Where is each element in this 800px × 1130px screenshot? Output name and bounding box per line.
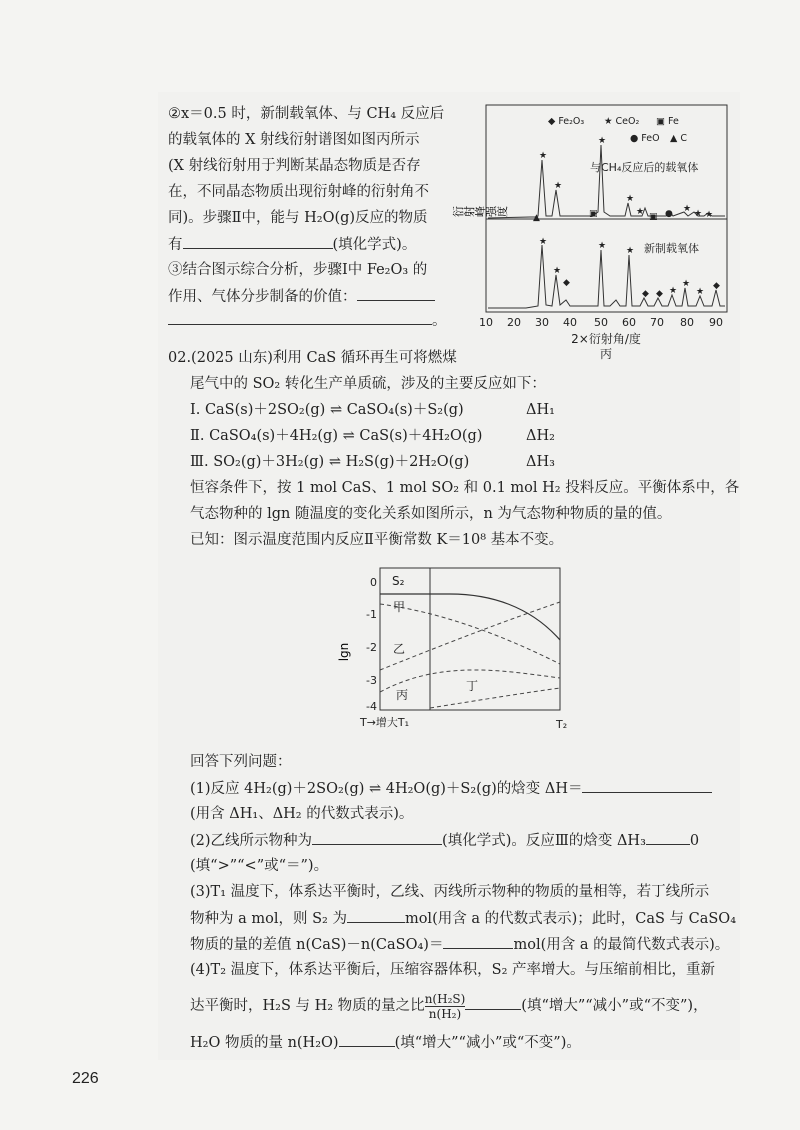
q3-line-3 (190, 934, 729, 955)
item3-line-3 (168, 310, 447, 331)
item3-line-1: ③结合图示综合分析，步骤Ⅰ中 Fe₂O₃ 的 (168, 262, 428, 278)
marker-star: ★ (636, 207, 645, 217)
reaction-1: Ⅰ. CaS(s)＋2SO₂(g) ⇌ CaSO₄(s)＋S₂(g) (190, 402, 464, 418)
legend-fe: ▣ Fe (656, 116, 679, 127)
x-tick: 80 (680, 316, 694, 329)
item3-prompt: 作用、气体分步制备的价值： (168, 289, 357, 305)
fraction-numerator: n(H₂S) (424, 991, 466, 1006)
q3-blank-1[interactable] (347, 908, 405, 923)
marker-star: ★ (696, 287, 705, 297)
xrd-xlabel: 2×衍射角/度 (571, 332, 641, 346)
series-ding (430, 688, 560, 708)
marker-star: ★ (694, 209, 703, 219)
problem02-header: 02.(2025 山东)利用 CaS 循环再生可将燃煤 (168, 350, 457, 366)
series-s2 (380, 594, 560, 640)
marker-star: ★ (598, 241, 607, 251)
marker-star: ★ (683, 204, 692, 214)
problem02-line2: 尾气中的 SO₂ 转化生产单质硫，涉及的主要反应如下： (190, 376, 546, 392)
item2-line-4: 在，不同晶态物质出现衍射峰的衍射角不 (168, 184, 429, 200)
item2-line-3: (X 射线衍射用于判断某晶态物质是否存 (168, 158, 421, 174)
x-tick: 30 (535, 316, 549, 329)
label-s2: S₂ (392, 574, 405, 588)
q2-blank-2[interactable] (646, 830, 690, 845)
marker-star: ★ (539, 151, 548, 161)
q3-text-b2: mol(用含 a 的代数式表示)；此时，CaS 与 CaSO₄ (404, 911, 737, 927)
label-bing: 丙 (396, 688, 409, 702)
q3-line-2 (190, 908, 736, 929)
reaction-2: Ⅱ. CaSO₄(s)＋4H₂(g) ⇌ CaS(s)＋4H₂O(g) (190, 428, 483, 444)
marker-diamond: ◆ (656, 289, 663, 299)
period: 。 (432, 313, 447, 329)
bottom-pattern-label: 新制载氧体 (644, 242, 699, 255)
q3-text-c2: mol(用含 a 的最简代数式表示)。 (513, 937, 730, 953)
answer-blank-1[interactable] (183, 234, 333, 249)
y-tick: 0 (370, 576, 377, 589)
fraction-denominator: n(H₂) (428, 1006, 462, 1021)
marker-star: ★ (554, 181, 563, 191)
lgn-chart (330, 560, 580, 740)
q3-line-1: (3)T₁ 温度下，体系达平衡时，乙线、丙线所示物种的物质的量相等，若丁线所示 (190, 884, 710, 900)
label-jia: 甲 (393, 600, 406, 614)
legend-ceo2: ★ CeO₂ (604, 116, 640, 127)
marker-diamond: ◆ (563, 278, 570, 288)
lgn-ylabel: lgn (337, 642, 351, 662)
x-end-label: T₂ (556, 718, 568, 731)
y-tick: -4 (366, 700, 377, 713)
marker-star: ★ (598, 136, 607, 146)
y-tick: -1 (366, 608, 377, 621)
q3-blank-2[interactable] (443, 934, 513, 949)
label-ding: 丁 (466, 679, 479, 693)
marker-diamond: ◆ (713, 281, 720, 291)
q1-blank[interactable] (582, 778, 712, 793)
q2-line-1 (190, 830, 699, 851)
q4-text-b2: (填“增大”“减小”或“不变”)， (521, 998, 708, 1014)
q1-text: (1)反应 4H₂(g)＋2SO₂(g) ⇌ 4H₂O(g)＋S₂(g)的焓变 ΔH＝ (190, 781, 583, 797)
q4-line-3 (190, 1032, 581, 1053)
q4-blank-1[interactable] (465, 995, 521, 1010)
xrd-ylabel: 衍射峰强度 (452, 205, 508, 219)
reaction-1-dh: ΔH₁ (526, 402, 555, 418)
item2-line-2: 的载氧体的 X 射线衍射谱图如图丙所示 (168, 132, 420, 148)
q2-line-2: (填“>”“<”或“＝”)。 (190, 858, 329, 874)
q4-text-c2: (填“增大”“减小”或“不变”)。 (394, 1035, 581, 1051)
marker-star: ★ (553, 266, 562, 276)
marker-star: ★ (669, 286, 678, 296)
marker-star: ★ (626, 246, 635, 256)
marker-diamond: ◆ (642, 289, 649, 299)
label-yi: 乙 (393, 642, 406, 656)
xrd-chart (452, 100, 740, 362)
q4-blank-2[interactable] (339, 1032, 395, 1047)
item3-line-2 (168, 286, 435, 307)
x-tick: 40 (563, 316, 577, 329)
q2-text-a: (2)乙线所示物种为 (190, 833, 313, 849)
x-tick: 10 (479, 316, 493, 329)
answer-prefix: 有 (168, 237, 183, 253)
marker-square: ▣ (649, 212, 658, 222)
page-number: 226 (72, 1070, 99, 1087)
legend-feo: ● FeO (630, 133, 660, 144)
q3-text-b1: 物种为 a mol，则 S₂ 为 (190, 911, 347, 927)
y-tick: -2 (366, 641, 377, 654)
q2-blank-1[interactable] (312, 830, 442, 845)
q1-line-2: (用含 ΔH₁、ΔH₂ 的代数式表示)。 (190, 806, 414, 822)
marker-star: ★ (682, 279, 691, 289)
reaction-3-dh: ΔH₃ (526, 454, 555, 470)
q2-zero: 0 (689, 833, 700, 849)
condition-line-2: 气态物种的 lgn 随温度的变化关系如图所示，n 为气态物种物质的量的值。 (190, 506, 672, 522)
marker-star: ★ (705, 210, 714, 220)
item2-line-1: ②x＝0.5 时，新制载氧体、与 CH₄ 反应后 (168, 106, 445, 122)
x-tick: 60 (622, 316, 636, 329)
marker-star: ★ (539, 237, 548, 247)
questions-intro: 回答下列问题： (190, 754, 292, 770)
q4-text-c1: H₂O 物质的量 n(H₂O) (190, 1035, 339, 1051)
answer-blank-2[interactable] (357, 286, 435, 301)
marker-triangle: ▲ (533, 213, 540, 223)
known-line: 已知：图示温度范围内反应Ⅱ平衡常数 K＝10⁸ 基本不变。 (190, 532, 564, 548)
item2-answer-line (168, 234, 416, 255)
reaction-2-dh: ΔH₂ (526, 428, 555, 444)
top-pattern-label: 与CH₄反应后的载氧体 (590, 161, 699, 174)
marker-square: ▣ (589, 209, 598, 219)
q1-line-1 (190, 778, 712, 799)
q3-text-c1: 物质的量的差值 n(CaS)－n(CaSO₄)＝ (190, 937, 444, 953)
x-start-label: T→增大T₁ (360, 716, 410, 729)
x-tick: 70 (650, 316, 664, 329)
xrd-caption: 丙 (599, 347, 613, 361)
marker-star: ★ (626, 194, 635, 204)
series-yi (380, 602, 560, 670)
q4-text-b1: 达平衡时，H₂S 与 H₂ 物质的量之比 (190, 998, 425, 1014)
ratio-fraction (425, 992, 466, 1021)
x-tick: 90 (709, 316, 723, 329)
q4-line-1: (4)T₂ 温度下，体系达平衡后，压缩容器体积，S₂ 产率增大。与压缩前相比，重新 (190, 962, 715, 978)
item2-line-5: 同)。步骤Ⅱ中，能与 H₂O(g)反应的物质 (168, 210, 428, 226)
answer-blank-3[interactable] (168, 310, 432, 325)
legend-fe2o3: ◆ Fe₂O₃ (548, 116, 585, 127)
answer-suffix: (填化学式)。 (332, 237, 417, 253)
series-jia (380, 604, 560, 664)
x-tick: 20 (507, 316, 521, 329)
q4-line-2 (190, 988, 708, 1024)
marker-dot: ● (665, 209, 673, 219)
q2-text-b: (填化学式)。反应Ⅲ的焓变 ΔH₃ (442, 833, 646, 849)
y-tick: -3 (366, 674, 377, 687)
reaction-3: Ⅲ. SO₂(g)＋3H₂(g) ⇌ H₂S(g)＋2H₂O(g) (190, 454, 470, 470)
x-tick: 50 (594, 316, 608, 329)
legend-c: ▲ C (670, 133, 687, 144)
condition-line-1: 恒容条件下，按 1 mol CaS、1 mol SO₂ 和 0.1 mol H₂ 投料反应。平衡体系中，各 (190, 480, 740, 496)
